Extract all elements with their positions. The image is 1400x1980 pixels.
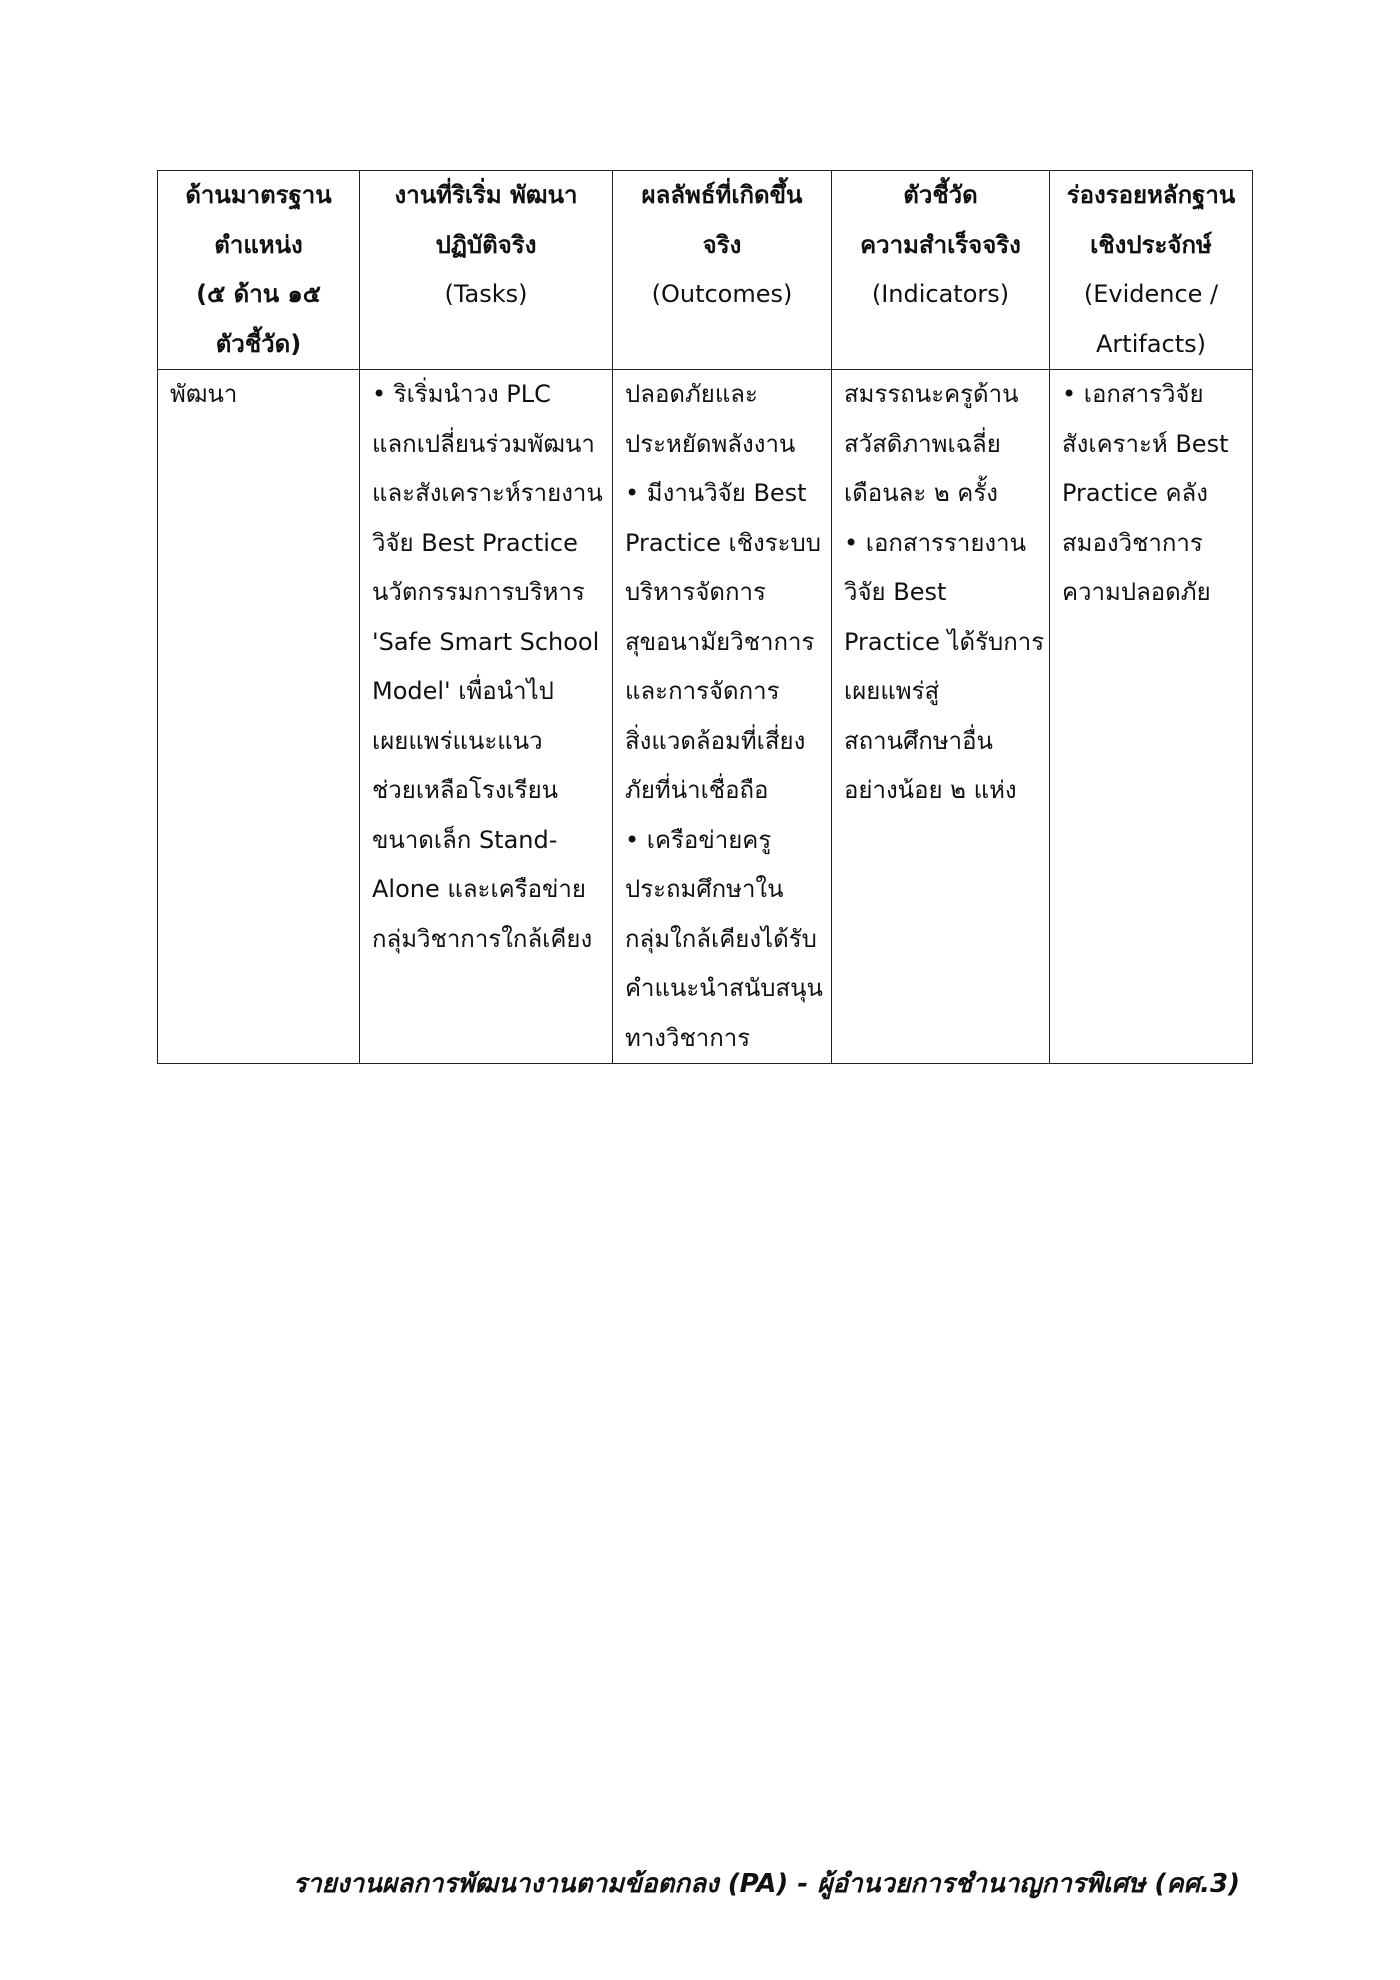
table-row [158, 370, 1253, 1064]
header-line: ร่องรอยหลักฐาน [1066, 181, 1236, 209]
cell-line: ภัยที่น่าเชื่อถือ [625, 776, 769, 804]
cell-line: • เอกสารรายงาน [844, 528, 1026, 557]
cell-line: ประหยัดพลังงาน [625, 429, 796, 458]
cell-line: บริหารจัดการ [625, 578, 766, 606]
cell-line: พัฒนา [170, 380, 238, 408]
header-line: (Evidence / [1083, 280, 1219, 308]
cell-line: Alone และเครือข่าย [372, 875, 586, 903]
cell-line: Model' เพื่อนำไป [372, 677, 554, 705]
cell-tasks [360, 370, 613, 1064]
header-indicators [832, 171, 1050, 370]
cell-line: ปลอดภัยและ [625, 380, 758, 408]
cell-line: วิจัย Best [844, 578, 947, 606]
header-line: ตัวชี้วัด [903, 181, 978, 209]
cell-outcomes [613, 370, 832, 1064]
cell-line: คำแนะนำสนับสนุน [625, 974, 823, 1002]
cell-line: สถานศึกษาอื่น [844, 726, 993, 755]
header-line: งานที่ริเริ่ม พัฒนา [394, 181, 578, 209]
cell-line: กลุ่มวิชาการใกล้เคียง [372, 924, 593, 953]
cell-line: 'Safe Smart School [372, 627, 600, 656]
cell-line: Practice คลัง [1062, 479, 1208, 507]
header-tasks [360, 171, 613, 370]
cell-line: สังเคราะห์ Best [1062, 429, 1229, 458]
cell-line: ขนาดเล็ก Stand- [372, 825, 558, 854]
header-line: ตัวชี้วัด) [215, 329, 302, 358]
cell-line: เดือนละ ๒ ครั้ง [844, 479, 998, 507]
header-line: ปฏิบัติจริง [435, 230, 537, 259]
cell-line: Practice ได้รับการ [844, 627, 1045, 656]
cell-line: แลกเปลี่ยนร่วมพัฒนา [372, 429, 595, 458]
header-line: ความสำเร็จจริง [860, 230, 1021, 259]
header-outcomes [613, 171, 832, 370]
cell-indicators [832, 370, 1050, 1064]
cell-evidence [1050, 370, 1253, 1064]
cell-line: • เอกสารวิจัย [1062, 380, 1204, 408]
header-line: เชิงประจักษ์ [1090, 230, 1212, 259]
cell-line: ความปลอดภัย [1062, 578, 1211, 606]
header-line: (Outcomes) [651, 280, 793, 308]
cell-line: สวัสดิภาพเฉลี่ย [844, 429, 1001, 458]
cell-line: สิ่งแวดล้อมที่เสี่ยง [625, 726, 806, 755]
cell-line: เผยแพร่แนะแนว [372, 726, 543, 755]
header-line: ตำแหน่ง [214, 230, 303, 259]
cell-line: อย่างน้อย ๒ แห่ง [844, 776, 1017, 804]
page-footer: รายงานผลการพัฒนางานตามข้อตกลง (PA) - ผู้อำนวยการชำนาญการพิเศษ (คศ.3) [293, 1869, 1240, 1899]
cell-line: และการจัดการ [625, 677, 780, 705]
cell-line: และสังเคราะห์รายงาน [372, 479, 603, 507]
cell-line: เผยแพร่สู่ [844, 677, 940, 705]
header-line: ด้านมาตรฐาน [185, 181, 332, 209]
header-standard [158, 171, 360, 370]
cell-line: • เครือข่ายครู [625, 825, 772, 854]
cell-line: นวัตกรรมการบริหาร [372, 578, 585, 606]
cell-line: ช่วยเหลือโรงเรียน [372, 776, 559, 804]
cell-line: • มีงานวิจัย Best [625, 479, 807, 507]
cell-line: สมองวิชาการ [1062, 528, 1203, 557]
cell-line: กลุ่มใกล้เคียงได้รับ [625, 924, 817, 953]
cell-line: ทางวิชาการ [625, 1023, 751, 1052]
header-evidence [1050, 171, 1253, 370]
cell-line: ประถมศึกษาใน [625, 875, 784, 903]
table-header-row [158, 171, 1253, 370]
header-line: Artifacts) [1096, 329, 1206, 358]
cell-line: Practice เชิงระบบ [625, 528, 821, 557]
header-line: ผลลัพธ์ที่เกิดขึ้น [641, 181, 803, 209]
header-line: (Indicators) [871, 280, 1010, 308]
cell-standard [158, 370, 360, 1064]
pa-standards-table [157, 170, 1253, 1064]
cell-line: วิจัย Best Practice [372, 528, 578, 557]
header-line: (Tasks) [444, 280, 528, 308]
cell-line: สุขอนามัยวิชาการ [625, 627, 815, 656]
header-line: (๕ ด้าน ๑๕ [196, 280, 321, 308]
header-line: จริง [702, 230, 742, 259]
cell-line: สมรรถนะครูด้าน [844, 380, 1019, 408]
cell-line: • ริเริ่มนำวง PLC [372, 380, 551, 408]
